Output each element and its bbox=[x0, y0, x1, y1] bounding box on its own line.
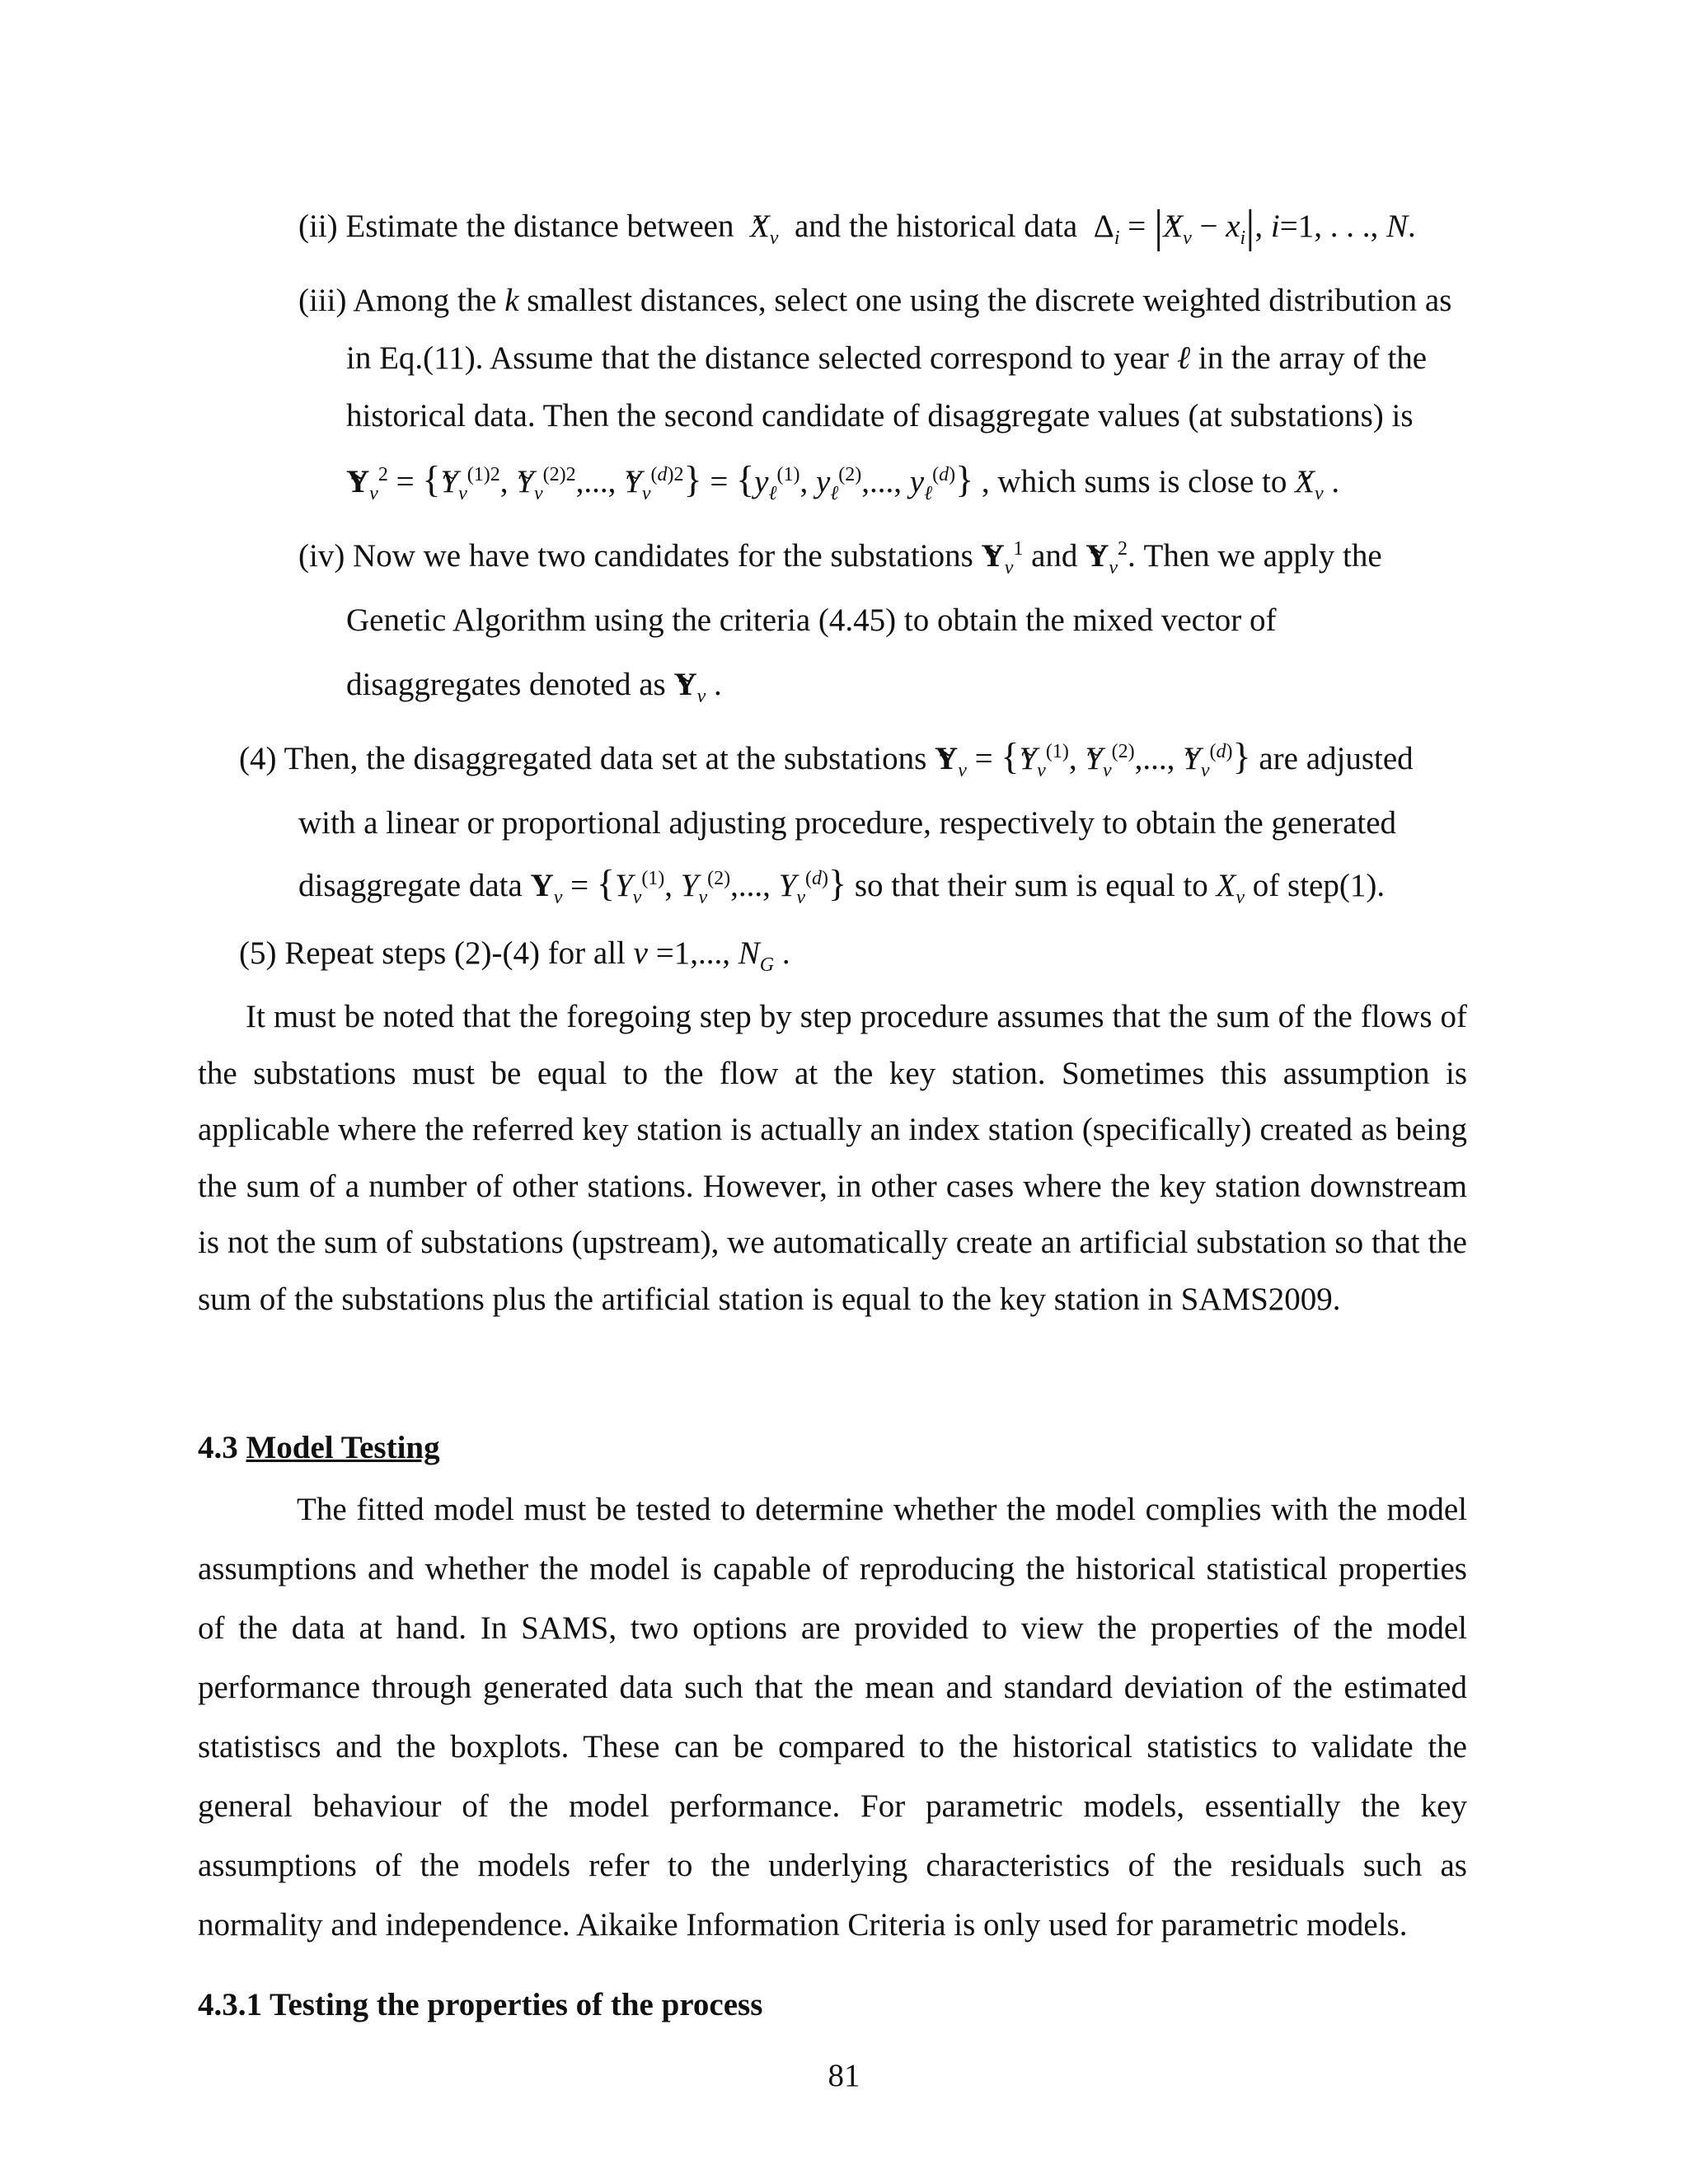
step-ii: (ii) Estimate the distance between ~ $X_\nu$ and the historical data $\Delta_i$ = |~ $X_\nu - x_i|$, i=1, . . ., N. bbox=[298, 198, 1477, 255]
step-iv-line3: disaggregates denoted as ~ $Y_\nu$ . bbox=[346, 656, 1467, 714]
step-4-line1: (4) Then, the disaggregated data set at the substations ~ $Y_\nu$ = {~ $Y_\nu^{(1)}$, ~ $Y_\nu^{(2)}$,..., ~ $Y_\nu^{(d)}$} are adjusted bbox=[239, 730, 1467, 788]
subsection-heading-4-3-1: 4.3.1 Testing the properties of the process bbox=[198, 1987, 763, 2022]
step-ii-text2: and the historical data bbox=[794, 209, 1078, 244]
section-title: Model Testing bbox=[246, 1430, 440, 1465]
step-iii-line2: in Eq.(11). Assume that the distance selected correspond to year ℓ in the array of the bbox=[346, 340, 1428, 376]
paragraph-model-testing: The fitted model must be tested to determine whether the model complies with the model assumptions and whether the model is capable of reproducing the historical statistical properties of the data at hand. In SAMS, two options are provided to view the properties of the model performance through generated data such that the mean and standard deviation of the estimated statistiscs and the boxplots. These can be compared to the historical statistics to validate the general behaviour of the model performance. For parametric models, essentially the key assumptions of the models refer to the underlying characteristics of the residuals such as normality and independence. Aikaike Information Criteria is only used for parametric models. bbox=[198, 1492, 1467, 1943]
step-5: (5) Repeat steps (2)-(4) for all ν =1,..., $N_G$ . bbox=[239, 935, 790, 976]
step-iii-line3: historical data. Then the second candidate of disaggregate values (at substations) is bbox=[346, 398, 1414, 434]
paragraph-key-station: It must be noted that the foregoing step by step procedure assumes that the sum of the flows of the substations must be equal to the flow at the key station. Sometimes this assumption is applicable where the referred key station is actually an index station (specifically) created as being the sum of a number of other stations. However, in other cases where the key station downstream is not the sum of substations (upstream), we automatically create an artificial substation so that the sum of the substations plus the artificial station is equal to the key station in SAMS2009. bbox=[198, 999, 1467, 1317]
page-number: 81 bbox=[828, 2058, 860, 2093]
step-4-line2: with a linear or proportional adjusting procedure, respectively to obtain the generated bbox=[298, 805, 1397, 841]
step-4-line3: disaggregate data $Y_\nu = \{Y_\nu^{(1)}$, $Y_\nu^{(2)}$,..., $Y_\nu^{(d)}$} so that their sum is equal to $X_\nu$ of step(1). bbox=[298, 862, 1386, 908]
step-iii-formula: ~ $Y_\nu^2$ = {~ $Y_\nu^{(1)2}$, ~ $Y_\nu^{(2)2}$,..., ~ $Y_\nu^{(d)2}\} = \{y_\ell^{(1)}$, $y_\ell^{(2)}$,..., $y_\ell^{(d)}$} , which sums is close to ~ $X_\nu$ . bbox=[346, 453, 1467, 511]
section-heading-4-3: 4.3 Model Testing bbox=[198, 1430, 440, 1465]
step-iv-line2: Genetic Algorithm using the criteria (4.45) to obtain the mixed vector of bbox=[346, 602, 1277, 638]
step-iii-line1: (iii) Among the k smallest distances, select one using the discrete weighted distribution as bbox=[298, 283, 1452, 318]
step-ii-text: (ii) Estimate the distance between bbox=[298, 209, 734, 244]
step-iv-line1: (iv) Now we have two candidates for the substations ~ $Y_\nu^1$ and ~ $Y_\nu^2$. Then we apply the bbox=[298, 527, 1467, 585]
